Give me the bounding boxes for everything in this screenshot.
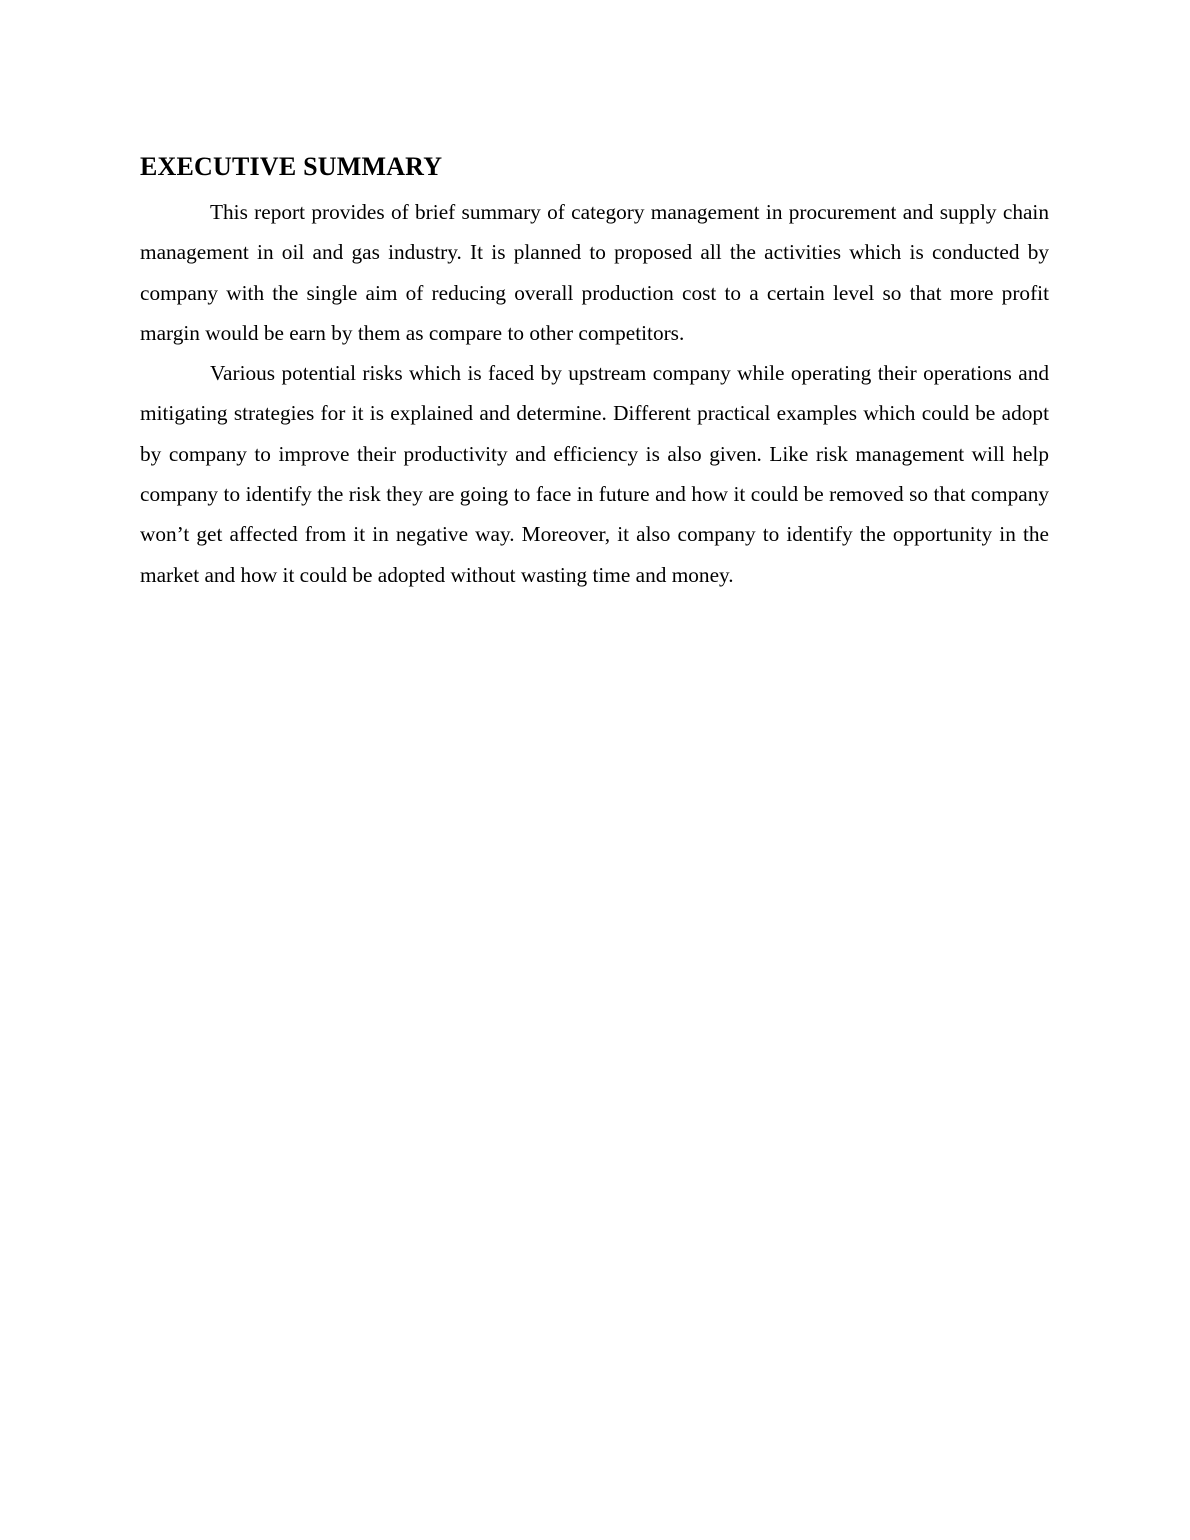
section-heading: EXECUTIVE SUMMARY bbox=[140, 152, 443, 181]
document-content bbox=[140, 150, 1049, 595]
summary-paragraph-1: This report provides of brief summary of category management in procurement and supply chain management in oil and gas industry. It is planned to proposed all the activities which is conducted by company with the single aim of reducing overall production cost to a certain level so that more profit margin would be earn by them as compare to other competitors. bbox=[140, 200, 1049, 345]
summary-paragraph-2: Various potential risks which is faced by upstream company while operating their operations and mitigating strategies for it is explained and determine. Different practical examples which could be adopt by company to improve their productivity and efficiency is also given. Like risk management will help company to identify the risk they are going to face in future and how it could be removed so that company won’t get affected from it in negative way. Moreover, it also company to identify the opportunity in the market and how it could be adopted without wasting time and money. bbox=[140, 361, 1049, 587]
